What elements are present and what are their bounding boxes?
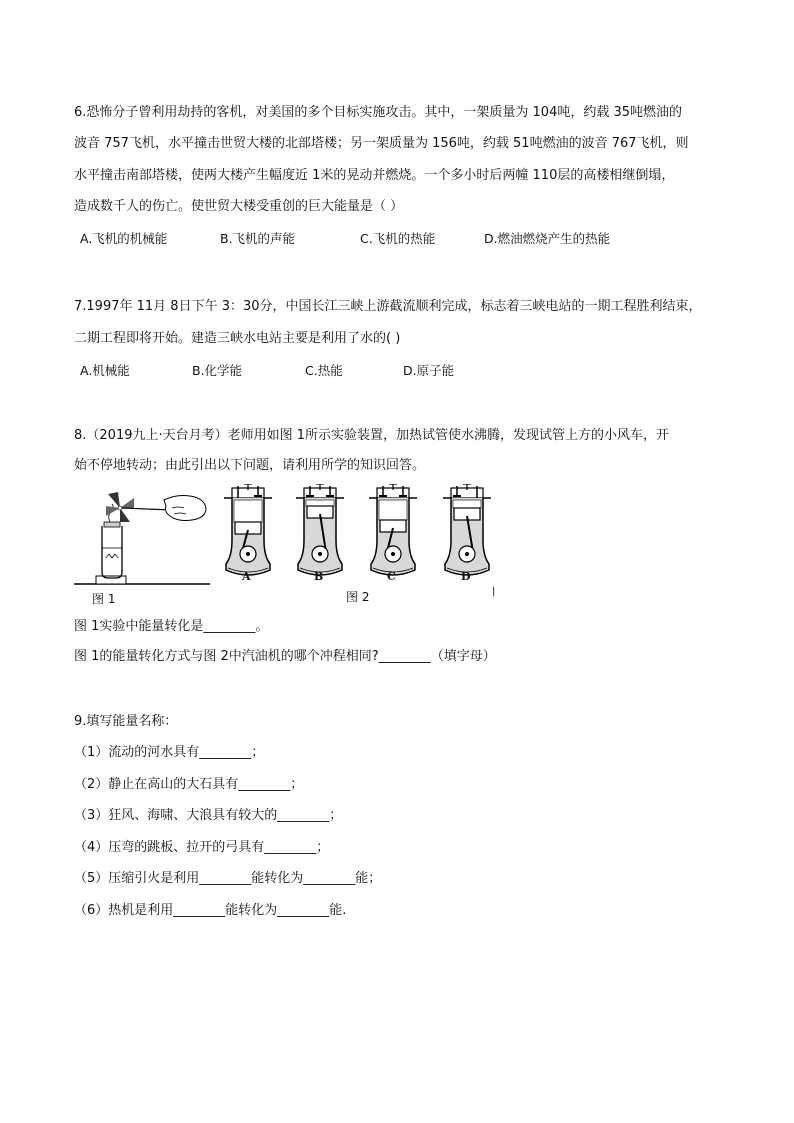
q6-line-4: 造成数千人的伤亡。使世贸大楼受重创的巨大能量是（ ）: [74, 199, 404, 214]
q6-option-b: B.飞机的声能: [220, 231, 296, 246]
figure-1-illustration: [72, 488, 212, 588]
q9-title: 9.填写能量名称：: [74, 714, 178, 729]
engine-stroke-a: [218, 484, 278, 580]
engine-stroke-b: [290, 484, 350, 580]
q6-option-d: D.燃油燃烧产生的热能: [484, 231, 611, 246]
q6-line-1: 6.恐怖分子曾利用劫持的客机，对美国的多个目标实施攻击。其中，一架质量为 104吨，约载 35吨燃油的: [74, 105, 683, 120]
q9-item-6: （6）热机是利用________能转化为________能.: [74, 903, 347, 918]
q9-item-2: （2）静止在高山的大石具有________；: [74, 777, 304, 792]
q6-option-a: A.飞机的机械能: [80, 231, 168, 246]
q7-line-2: 二期工程即将开始。建造三峡水电站主要是利用了水的( ): [74, 331, 401, 346]
q9-item-4: （4）压弯的跳板、拉开的弓具有________；: [74, 840, 330, 855]
figure-1-caption: 图 1: [92, 592, 116, 606]
q9-item-1: （1）流动的河水具有________；: [74, 745, 265, 760]
q7-option-b: B.化学能: [192, 363, 243, 378]
q8-line-1: 8.（2019九上·天台月考）老师用如图 1所示实验装置，加热试管使水沸腾，发现试管上方的小风车，开: [74, 428, 670, 443]
engine-label-a: A: [242, 570, 251, 583]
q8-question-1: 图 1实验中能量转化是________。: [74, 619, 269, 634]
engine-label-d: D: [461, 570, 471, 583]
figure-2-caption: 图 2: [346, 590, 370, 604]
engine-label-c: C: [387, 570, 396, 583]
q6-line-3: 水平撞击南部塔楼，使两大楼产生幅度近 1米的晃动并燃烧。一个多小时后两幢 110层的高楼相继倒塌，: [74, 168, 675, 183]
q6-option-c: C.飞机的热能: [360, 231, 436, 246]
engine-label-b: B: [314, 570, 324, 583]
engine-stroke-d: [437, 484, 497, 580]
q7-option-c: C.热能: [305, 363, 343, 378]
q6-line-2: 波音 757飞机，水平撞击世贸大楼的北部塔楼；另一架质量为 156吨，约载 51吨燃油的波音 767飞机，则: [74, 136, 689, 151]
q7-line-1: 7.1997年 11月 8日下午 3：30分，中国长江三峡上游截流顺利完成，标志着三峡电站的一期工程胜利结束，: [74, 299, 702, 314]
q9-item-3: （3）狂风、海啸、大浪具有较大的________；: [74, 808, 343, 823]
figure-2-edge-mark: |: [492, 586, 496, 597]
q7-option-a: A.机械能: [80, 363, 130, 378]
q8-line-2: 始不停地转动；由此引出以下问题，请利用所学的知识回答。: [74, 458, 426, 473]
q8-question-2: 图 1的能量转化方式与图 2中汽油机的哪个冲程相同?________（填字母）: [74, 649, 496, 664]
q9-item-5: （5）压缩引火是利用________能转化为________能；: [74, 871, 382, 886]
q7-option-d: D.原子能: [403, 363, 455, 378]
engine-stroke-c: [363, 484, 423, 580]
